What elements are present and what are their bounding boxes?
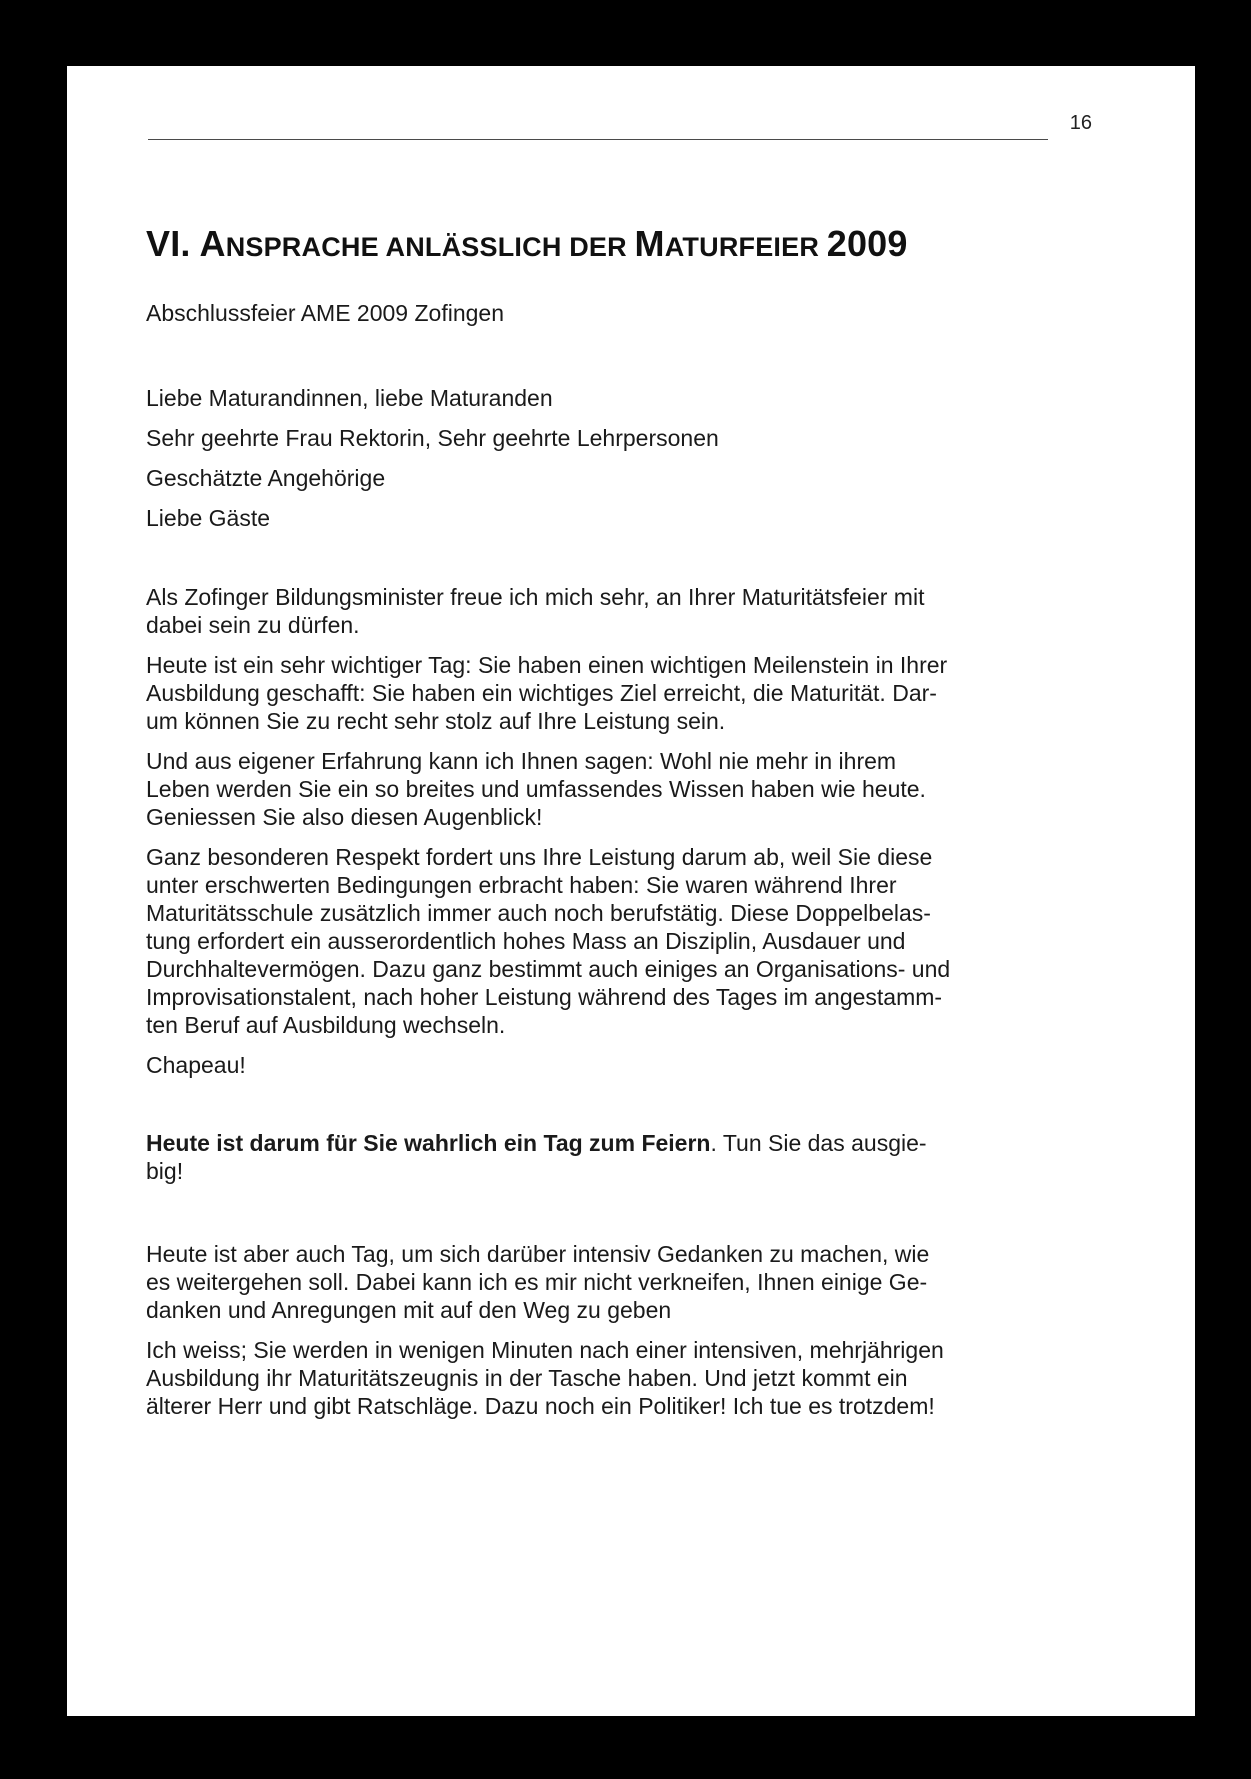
paragraph-3: Und aus eigener Erfahrung kann ich Ihnen sagen: Wohl nie mehr in ihrem Leben werden Sie ein so breites und umfassendes Wissen haben wie heute. Geniessen Sie also diesen Augenblick! xyxy=(146,748,926,830)
paragraph-5: Chapeau! xyxy=(146,1052,246,1078)
salutation-line: Liebe Maturandinnen, liebe Maturanden xyxy=(146,385,553,411)
emphasis-text: Heute ist darum für Sie wahrlich ein Tag zum Feiern xyxy=(146,1130,711,1156)
paragraph-8: Ich weiss; Sie werden in wenigen Minuten nach einer intensiven, mehrjährigen Ausbildung ihr Maturitätszeugnis in der Tasche haben. Und jetzt kommt ein älterer Herr und gibt Ratschläge. Dazu noch ein Politiker! Ich tue es trotzdem! xyxy=(146,1337,944,1419)
salutation-line: Geschätzte Angehörige xyxy=(146,465,386,491)
paragraph-1: Als Zofinger Bildungsminister freue ich mich sehr, an Ihrer Maturitätsfeier mit dabei sein zu dürfen. xyxy=(146,584,925,638)
paragraph-7: Heute ist aber auch Tag, um sich darüber intensiv Gedanken zu machen, wie es weitergehen soll. Dabei kann ich es mir nicht verkneifen, Ihnen einige Ge- danken und Anregungen mit auf den Weg zu geben xyxy=(146,1241,930,1323)
header-rule xyxy=(148,139,1048,140)
salutation-line: Liebe Gäste xyxy=(146,505,271,531)
paragraph-6: Heute ist darum für Sie wahrlich ein Tag zum Feiern. Tun Sie das ausgie- big! xyxy=(146,1130,927,1184)
page-content xyxy=(146,222,1076,1432)
page-number: 16 xyxy=(1069,112,1092,134)
paragraph-2: Heute ist ein sehr wichtiger Tag: Sie haben einen wichtigen Meilenstein in Ihrer Ausbildung geschafft: Sie haben ein wichtiges Ziel erreicht, die Maturität. Dar- um können Sie zu recht sehr stolz auf Ihre Leistung sein. xyxy=(146,652,948,734)
title-prefix: VI. xyxy=(146,223,200,264)
page-title: VI. ANSPRACHE ANLÄSSLICH DER MATURFEIER 2009 xyxy=(146,223,908,264)
salutation-line: Sehr geehrte Frau Rektorin, Sehr geehrte Lehrpersonen xyxy=(146,425,719,451)
paragraph-4: Ganz besonderen Respekt fordert uns Ihre Leistung darum ab, weil Sie diese unter erschwerten Bedingungen erbracht haben: Sie waren während Ihrer Maturitätsschule zusätzlich immer auch noch berufstätig. Diese Doppelbelas- tung erfordert ein ausserordentlich hohes Mass an Disziplin, Ausdauer und Durchhaltevermögen. Dazu ganz bestimmt auch einiges an Organisations- und Improvisationstalent, nach hoher Leistung während des Tages im angestamm- ten Beruf auf Ausbildung wechseln. xyxy=(146,844,951,1038)
speech-body xyxy=(146,583,1076,1420)
subtitle: Abschlussfeier AME 2009 Zofingen xyxy=(146,300,504,326)
salutation-block xyxy=(146,378,1076,538)
